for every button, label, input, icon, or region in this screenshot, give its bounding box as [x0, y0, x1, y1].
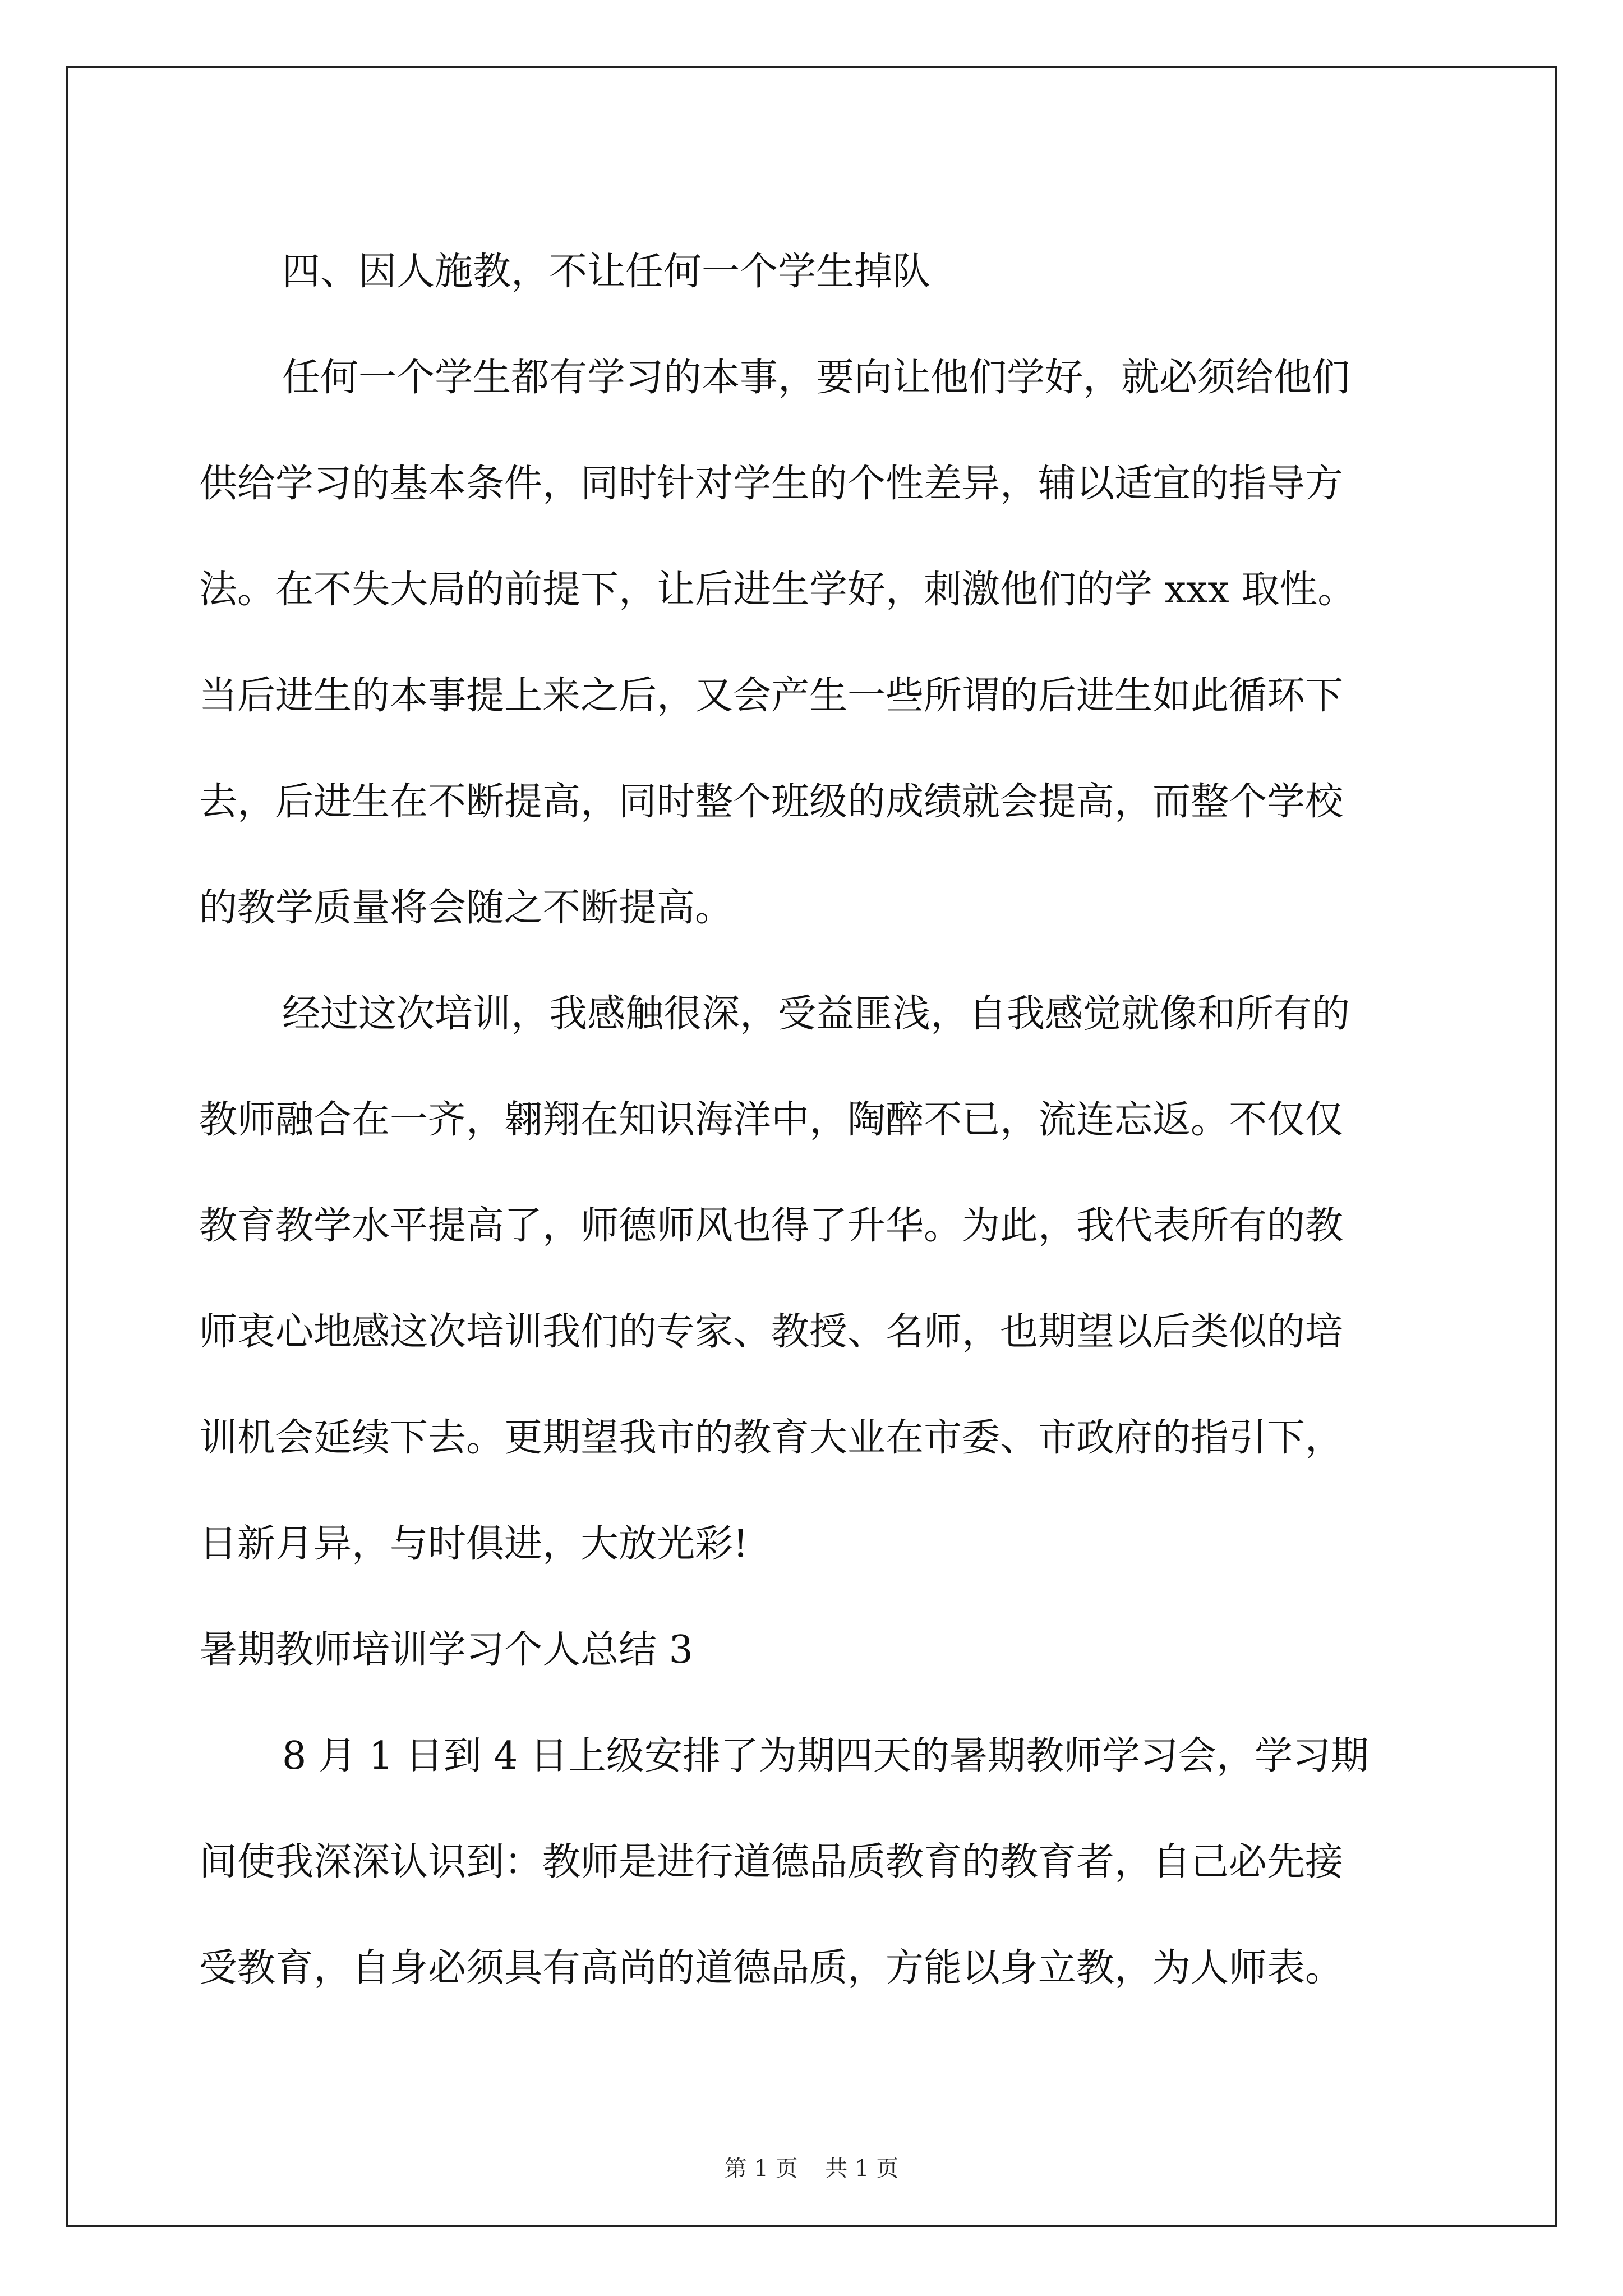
text-line: 供给学习的基本条件，同时针对学生的个性差异，辅以适宜的指导方: [199, 462, 1344, 506]
text-line: 法。在不失大局的前提下，让后进生学好，刺激他们的学 xxx 取性。: [199, 568, 1356, 612]
page-total: 共 1 页: [825, 2156, 899, 2182]
text-line: 日新月异，与时俱进，大放光彩!: [199, 1522, 749, 1566]
document-body: [199, 219, 1428, 2021]
page-number: 第 1 页: [724, 2156, 798, 2182]
text-line: 当后进生的本事提上来之后，又会产生一些所谓的后进生如此循环下: [199, 674, 1344, 718]
text-line: 受教育，自身必须具有高尚的道德品质，方能以身立教，为人师表。: [199, 1946, 1344, 1990]
text-line: 8 月 1 日到 4 日上级安排了为期四天的暑期教师学习会，学习期: [282, 1734, 1369, 1778]
section-heading: 暑期教师培训学习个人总结 3: [199, 1628, 693, 1672]
text-line: 的教学质量将会随之不断提高。: [199, 886, 734, 930]
text-line: 去，后进生在不断提高，同时整个班级的成绩就会提高，而整个学校: [199, 780, 1344, 824]
text-line: 教师融合在一齐，翱翔在知识海洋中，陶醉不已，流连忘返。不仅仅: [199, 1098, 1344, 1142]
text-line: 教育教学水平提高了，师德师风也得了升华。为此，我代表所有的教: [199, 1204, 1344, 1248]
page-footer: [0, 2152, 1623, 2185]
text-line: 经过这次培训，我感触很深，受益匪浅，自我感觉就像和所有的: [282, 992, 1350, 1036]
text-line: 任何一个学生都有学习的本事，要向让他们学好，就必须给他们: [282, 356, 1350, 400]
text-line: 师衷心地感这次培训我们的专家、教授、名师，也期望以后类似的培: [199, 1310, 1344, 1354]
text-line: 四、因人施教，不让任何一个学生掉队: [282, 250, 931, 294]
text-line: 间使我深深认识到：教师是进行道德品质教育的教育者，自己必先接: [199, 1840, 1344, 1884]
text-line: 训机会延续下去。更期望我市的教育大业在市委、市政府的指引下，: [199, 1416, 1344, 1460]
